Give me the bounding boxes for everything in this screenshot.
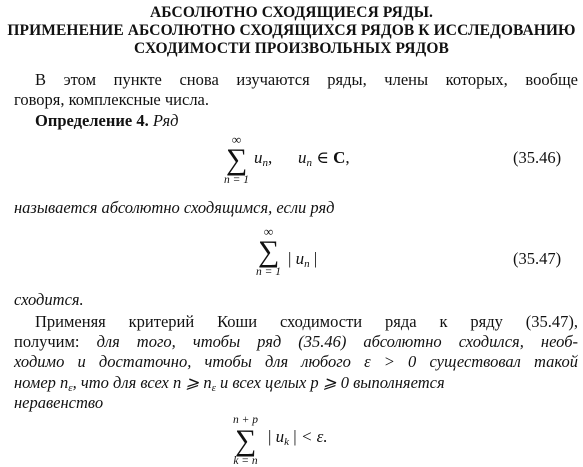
formula-3-term: u	[275, 427, 285, 446]
formula-3-upper-limit: n + p	[233, 414, 259, 426]
formula-1-cond-set: C	[333, 148, 346, 167]
definition-word: Ряд	[152, 111, 179, 130]
formula-2-sum	[256, 225, 281, 278]
formula-2-bar-close: |	[313, 249, 318, 268]
formula-1-term-sub: n	[262, 157, 268, 169]
formula-1-cond-sub: n	[306, 157, 312, 169]
definition-label: Определение 4.	[35, 111, 149, 130]
formula-1-upper-limit: ∞	[231, 132, 242, 147]
formula-1-cond-rel: ∈	[316, 148, 329, 167]
formula-2-bar-open: |	[288, 249, 292, 268]
cauchy-line-2	[14, 332, 578, 352]
summation-sign: ∑	[257, 235, 280, 268]
formula-1-condition	[298, 148, 350, 169]
summation-sign: ∑	[234, 424, 257, 457]
cauchy-line-4-b: , что для всех n ⩾ n	[72, 373, 212, 392]
intro-line-1: В этом пункте снова изучаются ряды, члены которых, вообще	[35, 70, 578, 89]
formula-1-cond-end: ,	[345, 148, 350, 167]
formula-2-lower-limit: n = 1	[256, 266, 282, 278]
intro-line-2: говоря, комплексные числа.	[14, 90, 209, 109]
cauchy-line-3: ходимо и достаточно, чтобы для любого ε > 0 существовал такой	[14, 352, 578, 371]
converges-line: сходится.	[14, 290, 84, 309]
cauchy-line-4-a: номер n	[14, 373, 69, 392]
cauchy-line-1: Применяя критерий Коши сходимости ряда к ряду (35.47),	[35, 312, 578, 331]
formula-1-term: u	[254, 148, 263, 167]
summation-sign: ∑	[225, 143, 248, 176]
cauchy-line-2-a: получим:	[14, 332, 80, 351]
formula-3-bar-close: |	[293, 427, 297, 446]
formula-2-term: u	[295, 249, 305, 268]
equation-number-1: (35.46)	[513, 148, 562, 167]
formula-3-bar-open: |	[268, 427, 272, 446]
formula-1-cond-var: u	[298, 148, 307, 167]
section-heading-line-3: СХОДИМОСТИ ПРОИЗВОЛЬНЫХ РЯДОВ	[134, 40, 449, 57]
formula-3-sum	[233, 414, 258, 467]
formula-3-lower-limit: k = n	[233, 455, 258, 467]
formula-2-body	[288, 249, 317, 270]
section-heading-line-2: ПРИМЕНЕНИЕ АБСОЛЮТНО СХОДЯЩИХСЯ РЯДОВ К ИССЛЕДОВАНИЮ	[7, 22, 576, 39]
cauchy-line-4-c: и всех целых p ⩾ 0 выполняется	[215, 373, 445, 392]
cauchy-line-2-b: для того, чтобы ряд (35.46) абсолютно сходился, необ-	[96, 332, 579, 351]
formula-3-term-sub: k	[284, 436, 290, 448]
formula-1-sum	[224, 133, 249, 186]
cauchy-line-4-sub: ε	[68, 382, 73, 394]
formula-1-lower-limit: n = 1	[224, 174, 250, 186]
section-heading-line-1: АБСОЛЮТНО СХОДЯЩИЕСЯ РЯДЫ.	[149, 4, 434, 21]
formula-3-body	[268, 427, 328, 448]
formula-2-term-sub: n	[304, 258, 310, 270]
called-line: называется абсолютно сходящимся, если ряд	[14, 198, 335, 217]
formula-1-body: $u_n$,	[254, 148, 273, 169]
cauchy-line-4-sub2: ε	[211, 382, 216, 394]
definition-line	[35, 111, 179, 131]
formula-2-upper-limit: ∞	[263, 224, 274, 239]
cauchy-line-5: неравенство	[14, 393, 104, 412]
equation-number-2: (35.47)	[513, 249, 562, 268]
formula-3-relation: < ε.	[300, 427, 328, 446]
